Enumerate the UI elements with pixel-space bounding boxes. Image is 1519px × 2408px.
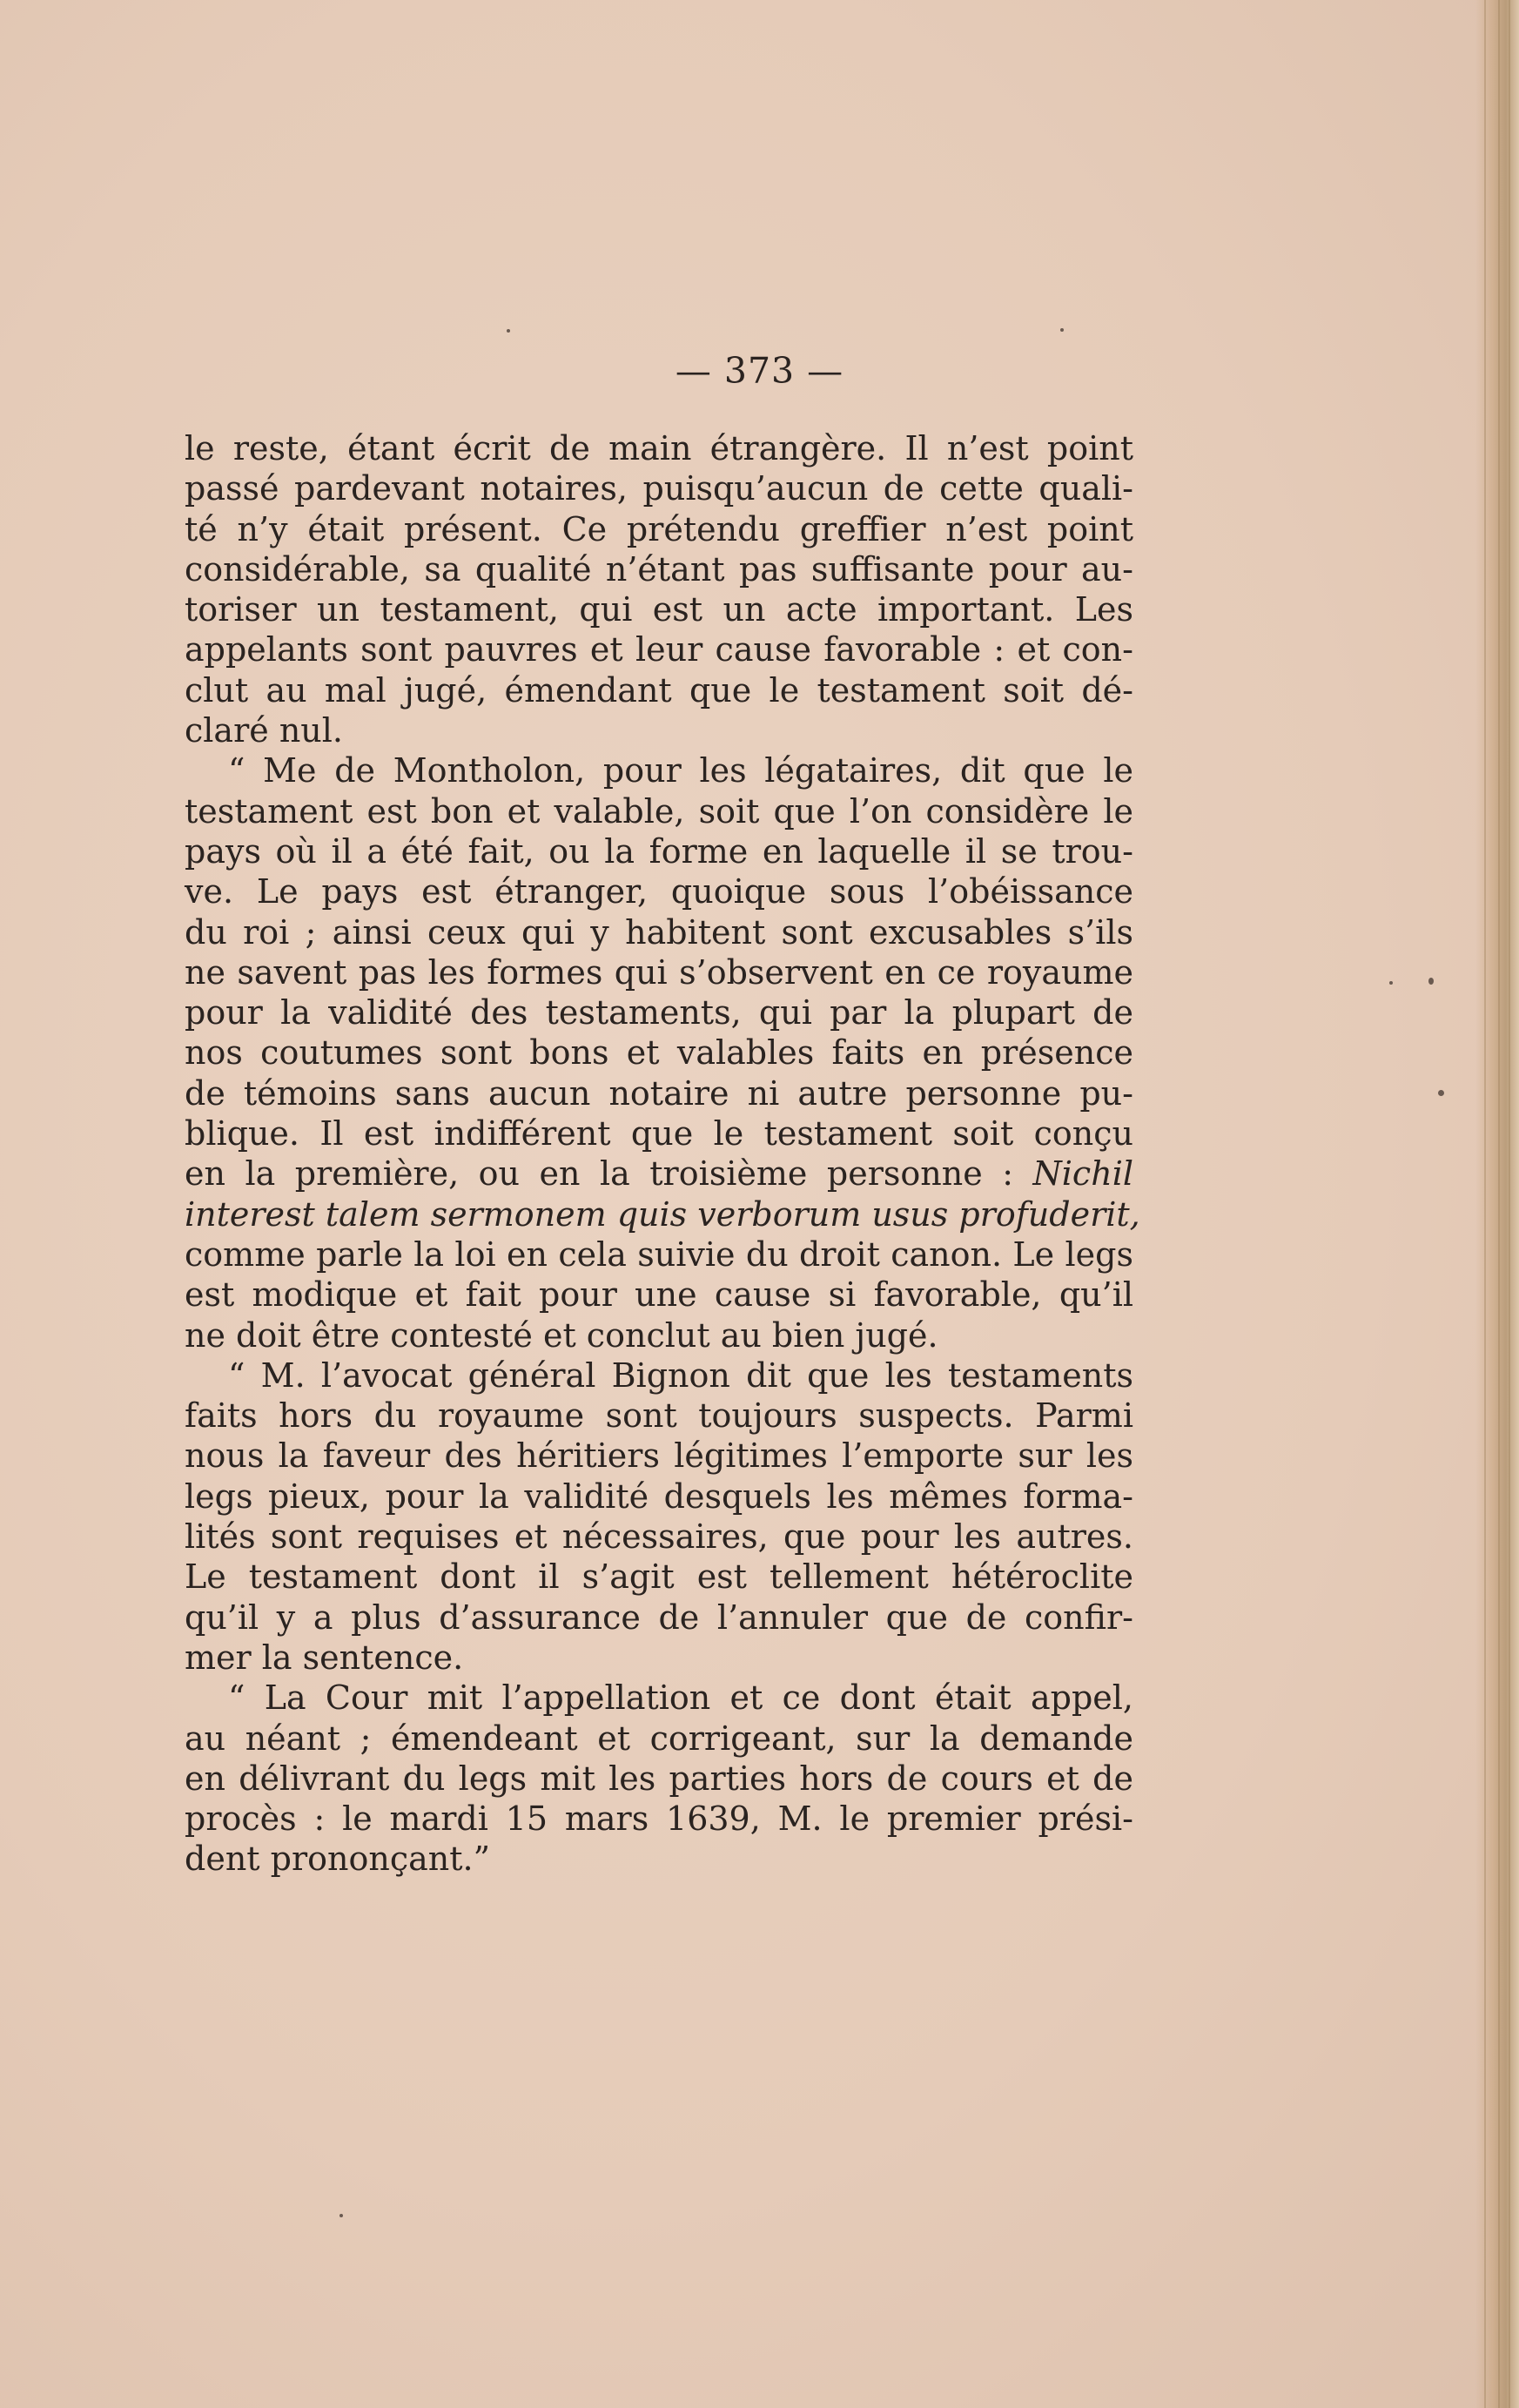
latin-word: Nichil <box>1032 1154 1133 1194</box>
paper-speck <box>1438 1090 1444 1096</box>
text-line: appelants sont pauvres et leur cause favorable : et con- <box>185 630 1133 669</box>
text-line: claré nul. <box>185 711 344 750</box>
text-line: faits hors du royaume sont toujours suspects. Parmi <box>185 1396 1133 1436</box>
text-line: au néant ; émendeant et corrigeant, sur la demande <box>185 1719 1133 1758</box>
latin-quote-line: interest talem sermonem quis verborum usus profuderit, <box>185 1194 1140 1234</box>
text-line: en délivrant du legs mit les parties hors de cours et de <box>185 1759 1133 1798</box>
text-line: té n’y était présent. Ce prétendu greffier n’est point <box>185 509 1133 548</box>
body-text <box>185 428 1140 1880</box>
text-line: dent prononçant.” <box>185 1840 491 1879</box>
text-line: du roi ; ainsi ceux qui y habitent sont excusables s’ils <box>185 912 1133 952</box>
text-line: clut au mal jugé, émendant que le testament soit dé- <box>185 670 1133 710</box>
text-line: Le testament dont il s’agit est tellement hétéroclite <box>185 1557 1133 1597</box>
text-line: ve. Le pays est étranger, quoique sous l’obéissance <box>185 872 1133 911</box>
text-line: passé pardevant notaires, puisqu’aucun de cette quali- <box>185 469 1133 508</box>
paper-speck <box>1060 328 1064 332</box>
text-line-with-latin <box>185 1154 1133 1194</box>
text-line-segment: en la première, ou en la troisième personne : <box>185 1154 1014 1194</box>
text-line: procès : le mardi 15 mars 1639, M. le premier prési- <box>185 1799 1133 1839</box>
text-line: “ La Cour mit l’appellation et ce dont était appel, <box>228 1678 1133 1718</box>
text-line: considérable, sa qualité n’étant pas suffisante pour au- <box>185 549 1133 589</box>
text-line: comme parle la loi en cela suivie du droit canon. Le legs <box>185 1234 1133 1274</box>
text-line: est modique et fait pour une cause si favorable, qu’il <box>185 1275 1133 1315</box>
text-line: blique. Il est indifférent que le testament soit conçu <box>185 1114 1133 1154</box>
text-line: “ M. l’avocat général Bignon dit que les testaments <box>228 1355 1133 1395</box>
text-line: nous la faveur des héritiers légitimes l’emporte sur les <box>185 1436 1133 1476</box>
paper-speck <box>507 329 510 333</box>
paper-speck <box>1389 981 1393 985</box>
page-number: — 373 — <box>675 350 844 392</box>
text-line: mer la sentence. <box>185 1638 464 1677</box>
text-line: lités sont requises et nécessaires, que pour les autres. <box>185 1517 1133 1557</box>
text-line: “ Me de Montholon, pour les légataires, dit que le <box>228 751 1133 790</box>
text-line: qu’il y a plus d’assurance de l’annuler que de confir- <box>185 1597 1133 1637</box>
text-line: pour la validité des testaments, qui par la plupart de <box>185 993 1133 1032</box>
text-line: pays où il a été fait, ou la forme en laquelle il se trou- <box>185 831 1133 871</box>
text-line: le reste, étant écrit de main étrangère. Il n’est point <box>185 429 1133 467</box>
text-line: toriser un testament, qui est un acte important. Les <box>185 590 1133 629</box>
text-line: ne savent pas les formes qui s’observent en ce royaume <box>185 952 1133 992</box>
text-line: de témoins sans aucun notaire ni autre personne pu- <box>185 1073 1133 1113</box>
text-line: testament est bon et valable, soit que l’on considère le <box>185 791 1133 831</box>
text-line: nos coutumes sont bons et valables faits en présence <box>185 1033 1133 1073</box>
text-line: legs pieux, pour la validité desquels les mêmes forma- <box>185 1476 1133 1516</box>
text-line: ne doit être contesté et conclut au bien jugé. <box>185 1315 938 1355</box>
paper-speck <box>1428 978 1434 985</box>
paper-speck <box>339 2214 343 2217</box>
